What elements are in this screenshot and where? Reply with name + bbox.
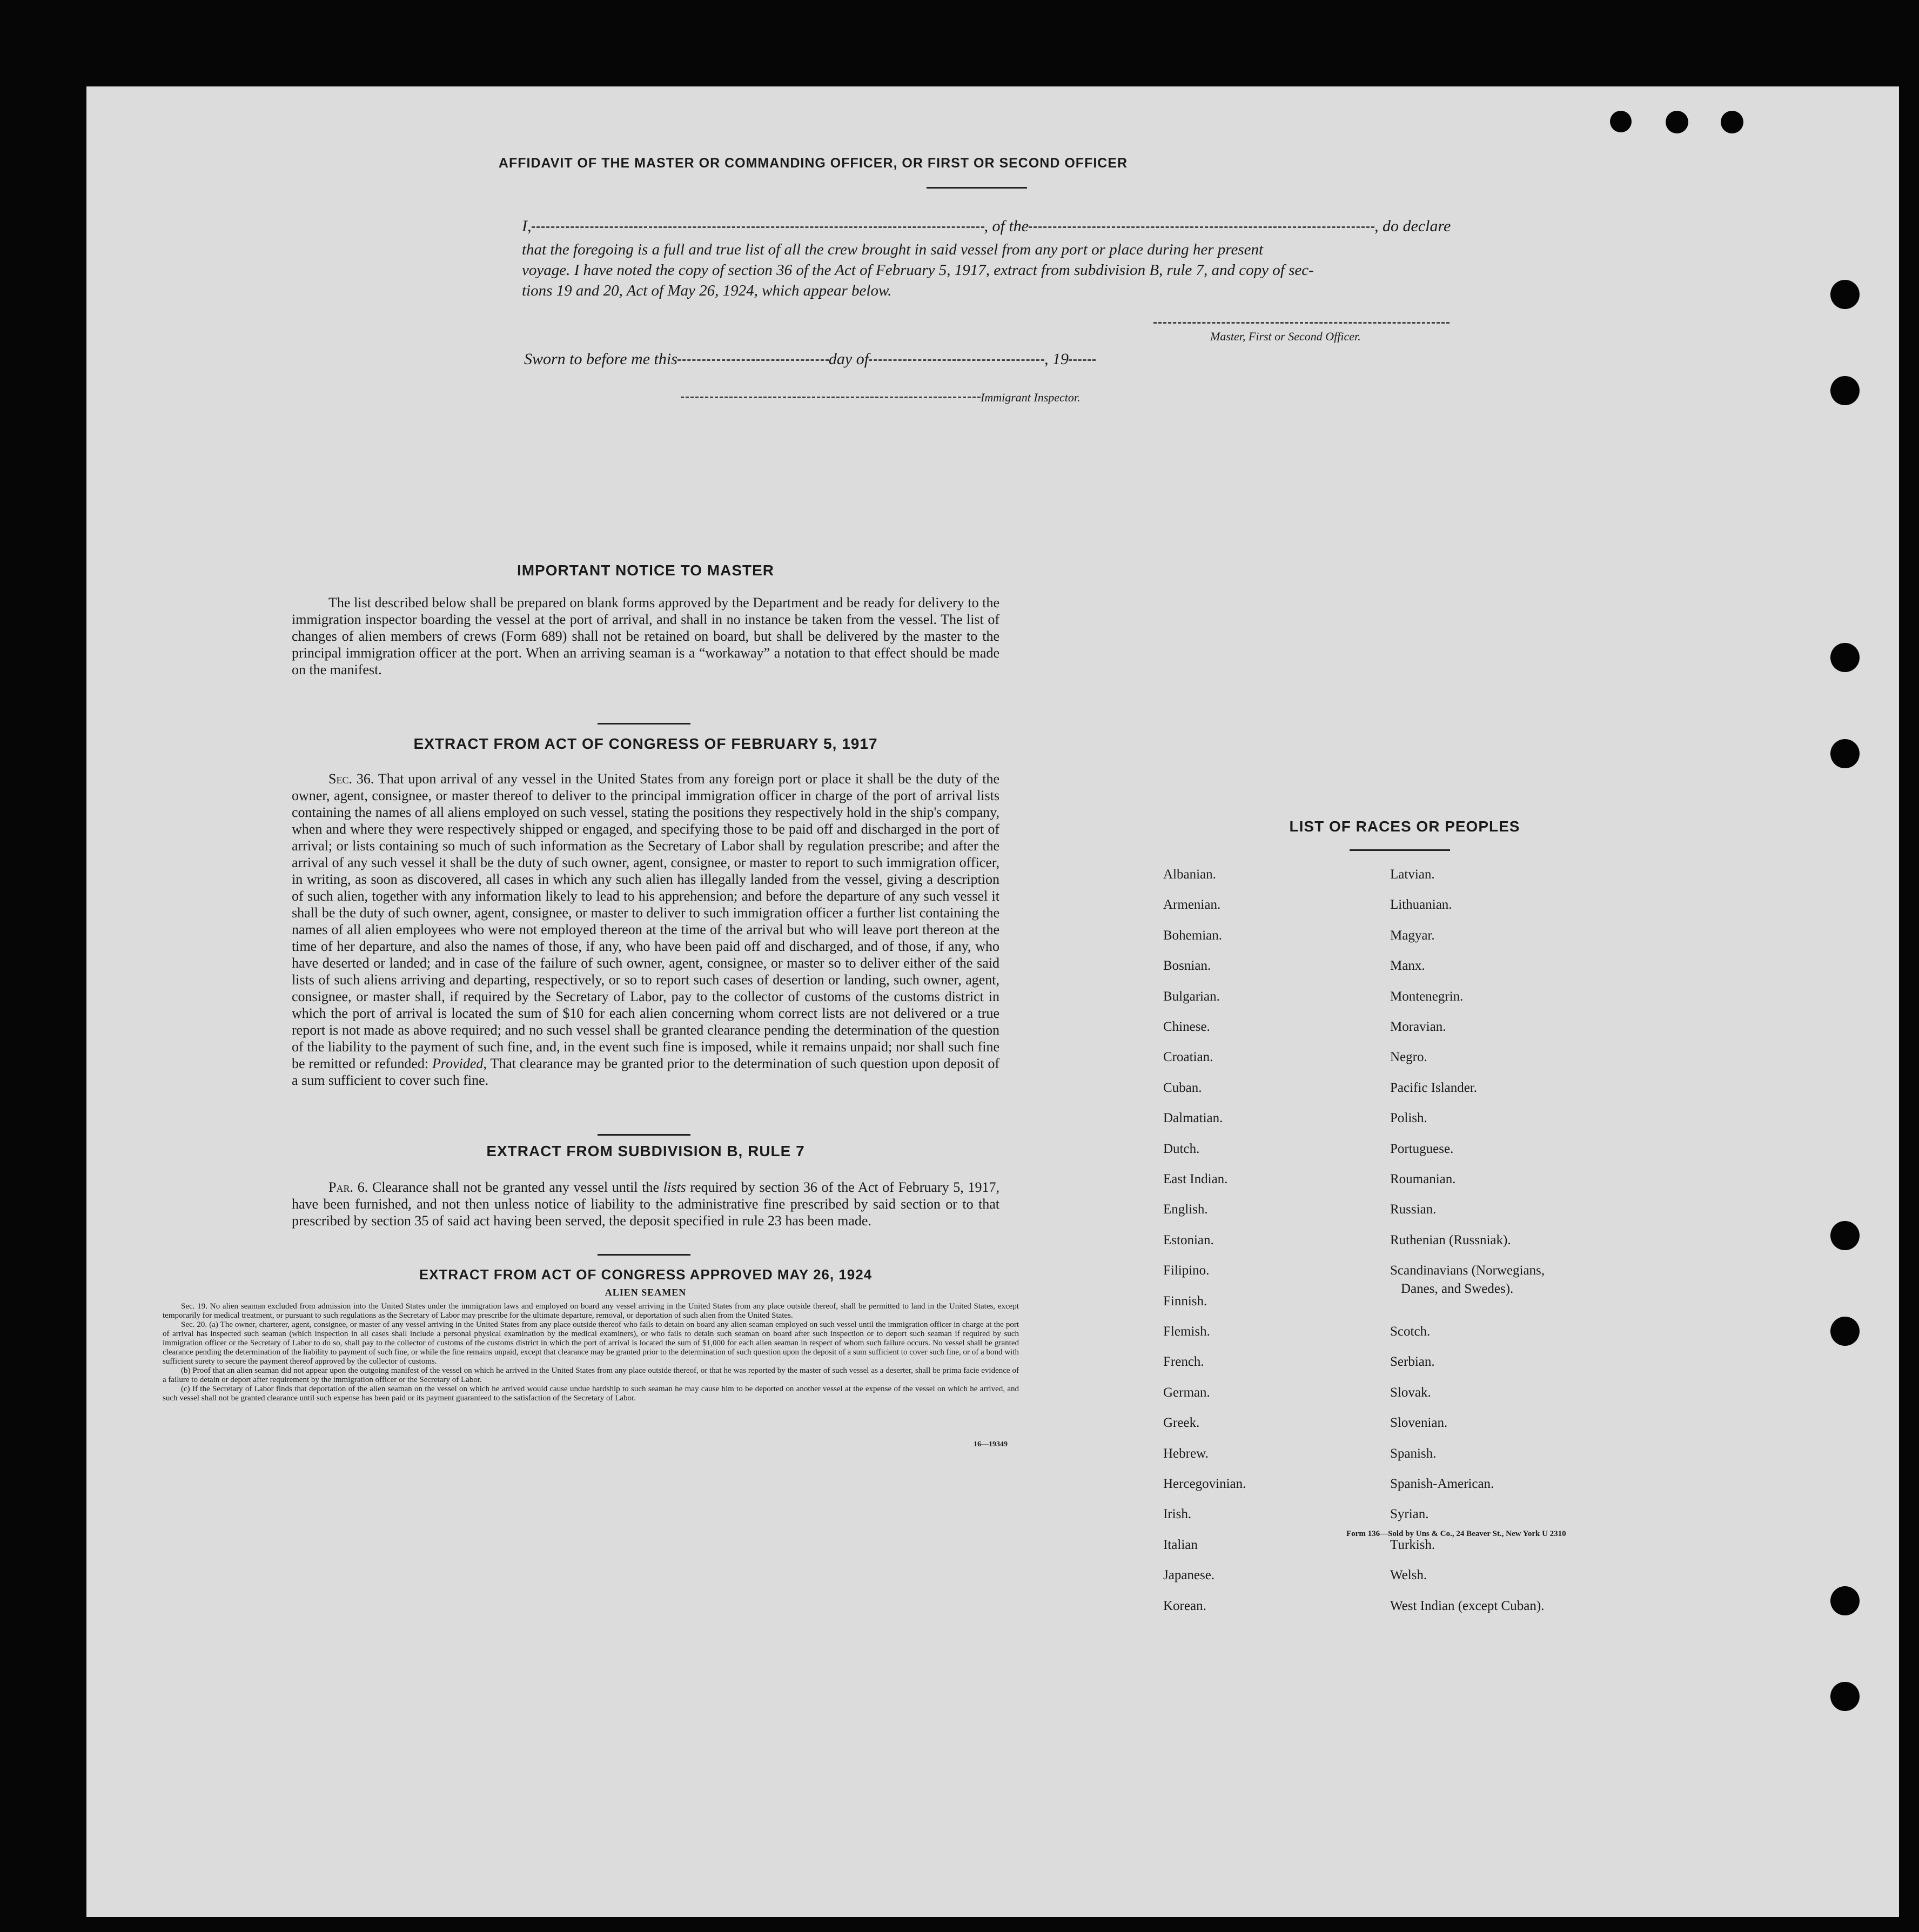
extract-1924-body bbox=[163, 1302, 1019, 1403]
race-item: Moravian. bbox=[1390, 1019, 1446, 1034]
provided-word: Provided, bbox=[432, 1056, 487, 1071]
race-item: Cuban. bbox=[1163, 1080, 1202, 1095]
race-item: Slovak. bbox=[1390, 1385, 1431, 1400]
section-text: That upon arrival of any vessel in the United States from any foreign port or place it shall be the duty of the owner, agent, consignee, or master thereof to deliver to the principal immigration officer in charge of the port of arrival lists containing the names of all aliens employed on such vessel, stating the positions they respectively hold in the ship's company, when and where they were respectively shipped or engaged, and specifying those to be paid off and discharged in the port of arrival; or lists containing so much of such information as the Secretary of Labor shall by regulation prescribe; and after the arrival of any such vessel it shall be the duty of such owner, agent, consignee, or master to report to such immigration officer, in writing, as soon as discovered, all cases in which any such alien has illegally landed from the vessel, giving a description of such alien, together with any information likely to lead to his apprehension; and before the departure of any such vessel it shall be the duty of such owner, agent, consignee, or master to deliver to such immigration officer a further list containing the names of all alien employees who were not employed thereon at the time of the arrival but who will leave port thereon at the time of her departure, and also the names of those, if any, who have been paid off and discharged, and of those, if any, who have deserted or landed; and in case of the failure of such owner, agent, consignee, or master so to deliver either of the said lists of such aliens arriving and departing, respectively, or so to report such cases of desertion or landing, such owner, agent, consignee, or master shall, if required by the Secretary of Labor, pay to the collector of customs of the customs district in which the port of arrival is located the sum of $10 for each alien concerning whom correct lists are not delivered or a true report is not made as above required; and no such vessel shall be granted clearance pending the determination of the question of the liability to the payment of such fine, and, in the event such fine is imposed, while it remains unpaid; nor shall such fine be remitted or refunded: bbox=[292, 771, 999, 1071]
binder-hole bbox=[1610, 111, 1632, 132]
race-item: Bohemian. bbox=[1163, 928, 1223, 943]
form-footer: Form 136—Sold by Uns & Co., 24 Beaver St., New York U 2310 bbox=[1346, 1530, 1566, 1538]
affidavit-line-4: tions 19 and 20, Act of May 26, 1924, which appear below. bbox=[522, 282, 892, 299]
race-item: French. bbox=[1163, 1354, 1204, 1370]
race-item: Hercegovinian. bbox=[1163, 1477, 1246, 1491]
divider bbox=[1350, 849, 1450, 851]
sworn-word: Sworn to before me this bbox=[524, 350, 677, 368]
race-item: Bosnian. bbox=[1163, 958, 1211, 974]
race-item: German. bbox=[1163, 1385, 1210, 1400]
race-item: English. bbox=[1163, 1202, 1208, 1217]
race-item: Welsh. bbox=[1390, 1568, 1427, 1583]
race-item: Montenegrin. bbox=[1390, 989, 1464, 1004]
print-code: 16—19349 bbox=[974, 1440, 1008, 1448]
affidavit-line-2: that the foregoing is a full and true list of all the crew brought in said vessel from any port or place during her present bbox=[522, 241, 1264, 258]
race-item: Serbian. bbox=[1390, 1354, 1435, 1370]
race-item: Pacific Islander. bbox=[1390, 1080, 1478, 1095]
affidavit-title: AFFIDAVIT OF THE MASTER OR COMMANDING OFFICER, OR FIRST OR SECOND OFFICER bbox=[498, 156, 1128, 171]
race-item: Scotch. bbox=[1390, 1324, 1431, 1339]
race-item: Polish. bbox=[1390, 1111, 1427, 1126]
sworn-word: day of bbox=[828, 350, 869, 368]
race-item: Flemish. bbox=[1163, 1324, 1210, 1339]
race-item: Slovenian. bbox=[1390, 1416, 1448, 1431]
race-item: Negro. bbox=[1390, 1050, 1427, 1065]
vessel-blank[interactable] bbox=[1029, 226, 1374, 228]
race-item: Albanian. bbox=[1163, 867, 1216, 882]
binder-hole bbox=[1830, 280, 1860, 309]
month-blank[interactable] bbox=[869, 359, 1044, 361]
alien-seamen-subtitle: ALIEN SEAMEN bbox=[605, 1287, 687, 1298]
sworn-word: , 19 bbox=[1044, 350, 1069, 368]
subdivision-title: EXTRACT FROM SUBDIVISION B, RULE 7 bbox=[486, 1143, 805, 1159]
binder-hole bbox=[1830, 376, 1860, 405]
binder-hole bbox=[1830, 1586, 1860, 1615]
inspector-label: Immigrant Inspector. bbox=[981, 391, 1081, 404]
section-20b: (b) Proof that an alien seaman did not appear upon the outgoing manifest of the vessel on which he arrived in the United States from any place outside thereof, or that he was reported by the master of such vessel as a deserter, shall be prima facie evidence of a failure to detain or deport after requirement by the immigration officer or the Secretary of Labor. bbox=[163, 1366, 1019, 1384]
notice-title: IMPORTANT NOTICE TO MASTER bbox=[516, 562, 775, 579]
binder-hole bbox=[1830, 739, 1860, 768]
sworn-line bbox=[524, 349, 1096, 370]
binder-hole bbox=[1666, 111, 1688, 133]
race-item: Irish. bbox=[1163, 1507, 1192, 1522]
inspector-line bbox=[681, 391, 1081, 405]
divider bbox=[598, 1254, 690, 1256]
master-label: Master, First or Second Officer. bbox=[1210, 330, 1361, 343]
race-item: Syrian. bbox=[1390, 1507, 1429, 1522]
year-blank[interactable] bbox=[1069, 359, 1096, 361]
race-item: Finnish. bbox=[1163, 1293, 1207, 1309]
paragraph-text-end: required by section 36 of the Act of February 5, 1917, have been furnished, and not then unless notice of liability to the administrative fine prescribed by said section or to that prescribed by section 35 of said act having been served, the deposit specified in rule 23 has been made. bbox=[292, 1179, 1000, 1229]
race-item: Estonian. bbox=[1163, 1232, 1214, 1247]
race-item: Russian. bbox=[1390, 1202, 1437, 1217]
race-item: Filipino. bbox=[1163, 1263, 1210, 1278]
race-item: Lithuanian. bbox=[1390, 897, 1452, 913]
notice-body: The list described below shall be prepared on blank forms approved by the Department and be ready for delivery to the immigration inspector boarding the vessel at the port of arrival, and shall in no instance be taken from the vessel. The list of changes of alien members of crews (Form 689) shall not be retained on board, but shall be delivered by the master to the principal immigration officer at the port. When an arriving seaman is a “workaway” a notation to that effect should be made on the manifest. bbox=[292, 595, 999, 677]
affidavit-word: , of the bbox=[984, 217, 1029, 235]
race-item: Korean. bbox=[1163, 1598, 1206, 1613]
paragraph-text: Clearance shall not be granted any vessel until the bbox=[372, 1179, 660, 1195]
extract-1917-body bbox=[292, 770, 999, 1089]
race-item: West Indian (except Cuban). bbox=[1390, 1598, 1545, 1613]
binder-hole bbox=[1721, 111, 1743, 133]
race-item: Magyar. bbox=[1390, 928, 1435, 943]
race-item: Armenian. bbox=[1163, 897, 1221, 913]
section-20a: Sec. 20. (a) The owner, charterer, agent, consignee, or master of any vessel arriving in the United States from any place outside thereof who fails to detain on board any alien seaman employed on such vessel until the immigration officer in charge at the port of arrival has inspected such seaman (which inspection in all cases shall include a personal physical examination by the medical examiners), or who fails to detain such seaman on board after such inspection or to deport such seaman if required by such immigration officer or the Secretary of Labor to do so, shall pay to the collector of customs of the customs district in which the port of arrival is located the sum of $1,000 for each alien seaman in respect of whom such failure occurs. No vessel shall be granted clearance pending the determination of the liability to payment of such fine, or while the fine remains unpaid, except that clearance may be granted prior to the determination of such question upon the deposit of a sum sufficient to cover such fine, or of a bond with sufficient surety to secure the payment thereof approved by the collector of customs. bbox=[163, 1320, 1019, 1366]
race-item: Spanish-American. bbox=[1390, 1477, 1494, 1491]
race-item: Turkish. bbox=[1390, 1537, 1435, 1552]
race-item: Dutch. bbox=[1163, 1141, 1200, 1156]
race-item: Roumanian. bbox=[1390, 1172, 1456, 1186]
race-item: Portuguese. bbox=[1390, 1141, 1454, 1156]
race-item: Bulgarian. bbox=[1163, 989, 1220, 1004]
race-item: East Indian. bbox=[1163, 1172, 1228, 1186]
affidavit-word: I, bbox=[522, 217, 532, 235]
affidavit-word: , do declare bbox=[1374, 217, 1451, 235]
master-signature-line[interactable] bbox=[1153, 320, 1450, 330]
binder-hole bbox=[1830, 1317, 1860, 1346]
name-blank[interactable] bbox=[532, 226, 984, 228]
paragraph-number: Par. 6. bbox=[328, 1179, 368, 1195]
race-item: Latvian. bbox=[1390, 867, 1435, 882]
extract-1917-title: EXTRACT FROM ACT OF CONGRESS OF FEBRUARY 5, 1917 bbox=[413, 735, 878, 752]
race-item: Japanese. bbox=[1163, 1568, 1215, 1583]
day-blank[interactable] bbox=[677, 359, 829, 361]
race-item: Scandinavians (Norwegians, bbox=[1390, 1263, 1545, 1278]
race-item: Hebrew. bbox=[1163, 1446, 1209, 1461]
document-page bbox=[86, 86, 1899, 1917]
binder-hole bbox=[1830, 1221, 1860, 1250]
divider bbox=[598, 1134, 690, 1136]
binder-hole bbox=[1830, 643, 1860, 672]
divider bbox=[598, 723, 690, 725]
section-19: Sec. 19. No alien seaman excluded from admission into the United States under the immigration laws and employed on board any vessel arriving in the United States from any place outside thereof, shall be permitted to land in the United States, except temporarily for medical treatment, or pursuant to such regulations as the Secretary of Labor may prescribe for the ultimate departure, removal, or deportation of such alien from the United States. bbox=[163, 1302, 1019, 1320]
race-item: Danes, and Swedes). bbox=[1401, 1282, 1514, 1297]
affidavit-line-1 bbox=[522, 216, 1575, 237]
affidavit-line-3: voyage. I have noted the copy of section 36 of the Act of February 5, 1917, extract from subdivision B, rule 7, and copy of sec- bbox=[522, 261, 1314, 279]
section-text-end: That clearance may be granted prior to the determination of such question upon deposit of a sum sufficient to cover such fine. bbox=[292, 1056, 1000, 1088]
binder-hole bbox=[1830, 1682, 1860, 1711]
subdivision-body bbox=[292, 1179, 999, 1229]
races-title: LIST OF RACES OR PEOPLES bbox=[1289, 818, 1520, 835]
divider bbox=[927, 187, 1027, 189]
section-number: Sec. 36. bbox=[328, 771, 374, 787]
race-item: Croatian. bbox=[1163, 1050, 1213, 1065]
inspector-signature-line[interactable] bbox=[681, 397, 981, 398]
race-item: Italian bbox=[1163, 1537, 1198, 1552]
lists-word: lists bbox=[663, 1179, 686, 1195]
race-item: Greek. bbox=[1163, 1416, 1200, 1431]
section-20c: (c) If the Secretary of Labor finds that deportation of the alien seaman on the vessel on which he arrived would cause undue hardship to such seaman he may cause him to be deported on another vessel at the expense of the vessel on which he arrived, and such vessel shall not be granted clearance until such expense has been paid or its payment guaranteed to the satisfaction of the Secretary of Labor. bbox=[163, 1385, 1019, 1403]
race-item: Manx. bbox=[1390, 958, 1425, 974]
race-item: Chinese. bbox=[1163, 1019, 1210, 1034]
extract-1924-title: EXTRACT FROM ACT OF CONGRESS APPROVED MAY 26, 1924 bbox=[419, 1266, 873, 1283]
race-item: Spanish. bbox=[1390, 1446, 1437, 1461]
race-item: Ruthenian (Russniak). bbox=[1390, 1232, 1511, 1247]
race-item: Dalmatian. bbox=[1163, 1111, 1223, 1126]
